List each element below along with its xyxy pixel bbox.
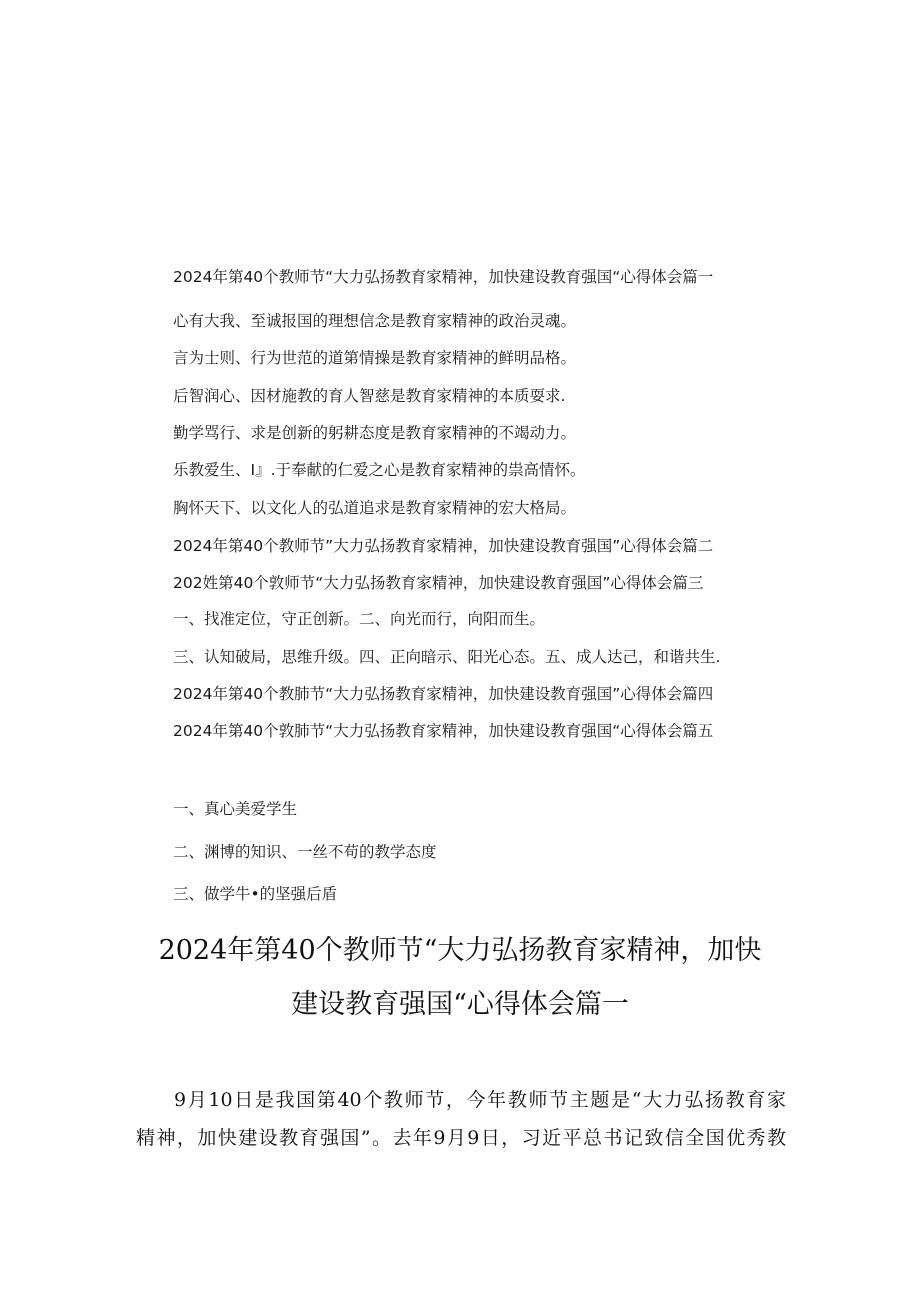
toc-item: 言为士则、行为世范的道第情操是教育家精神的鲜明品格。 bbox=[173, 349, 577, 367]
paragraph-line: 9月10日是我国第40个教师节，今年教师节主题是“大力弘扬教育家 bbox=[174, 1089, 786, 1111]
toc-item: 2024年第40个教师节“大力弘扬教育家精神，加快建设教育强国“心得体会篇一 bbox=[173, 268, 714, 286]
toc-sub-item: 三、做学牛•的坚强后盾 bbox=[173, 885, 338, 903]
paragraph-line: 精神，加快建设教育强国”。去年9月9日，习近平总书记致信全国优秀教 bbox=[136, 1127, 786, 1149]
toc-item: 202姓第40个敦师节“大力弘扬教育家精神，加快建设教育强国”心得体会篇三 bbox=[173, 574, 704, 592]
article-paragraph bbox=[136, 1081, 786, 1157]
toc-item: 2024年第40个教肺节“大力弘扬教育家精神，加快建设教育强国”心得体会篇四 bbox=[173, 685, 714, 703]
toc-item: 三、认知破局，思维升级。四、正向暗示、阳光心态。五、成人达己，和谐共生. bbox=[173, 648, 721, 666]
article-title-line-2: 建设教育强国“心得体会篇一 bbox=[291, 989, 629, 1020]
toc-sub-item: 一、真心美爱学生 bbox=[173, 800, 298, 818]
toc-item: 心有大我、至诚报国的理想信念是教育家精神的政治灵魂。 bbox=[173, 312, 577, 330]
article-title-line-1: 2024年第40个教师节“大力弘扬教育家精神，加快 bbox=[158, 935, 762, 966]
toc-item: 勤学骂行、求是创新的躬耕态度是教育家精神的不竭动力。 bbox=[173, 424, 577, 442]
toc-item: 胸怀天下、以文化人的弘道追求是教育家精神的宏大格局。 bbox=[173, 499, 577, 517]
toc-item: 一、找准定位，守正创新。二、向光而行，向阳而生。 bbox=[173, 610, 546, 628]
toc-item: 2024年第40个敦肺节“大力弘扬教育家精神，加快建设教育强国“心得体会篇五 bbox=[173, 722, 714, 740]
toc-item: 2024年第40个教师节”大力弘扬教育家精神，加快建设教育强国”心得体会篇二 bbox=[173, 537, 714, 555]
toc-item: 乐教爱生、I』.于奉献的仁爱之心是教育家精神的祟高情怀。 bbox=[173, 461, 586, 479]
toc-item: 后智润心、因材施教的育人智慈是教育家精神的本质耍求. bbox=[173, 387, 566, 405]
toc-sub-item: 二、渊博的知识、一丝不苟的教学态度 bbox=[173, 843, 437, 861]
